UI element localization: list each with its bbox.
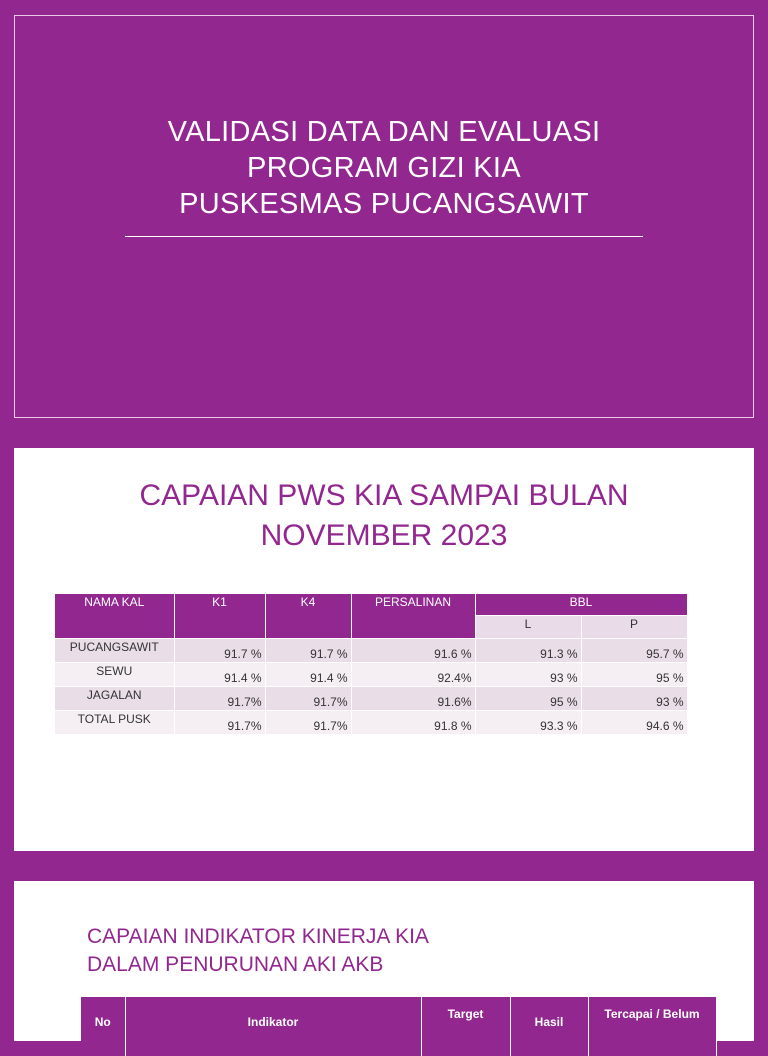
row-bbl-p: 95 % [581, 663, 687, 687]
header-indikator: Indikator [125, 997, 421, 1056]
row-k4: 91.4 % [265, 663, 351, 687]
title-line-2: PROGRAM GIZI KIA [247, 152, 521, 184]
header-nama-kal: NAMA KAL [55, 594, 174, 639]
header-hasil: Hasil [510, 997, 588, 1056]
header-k4: K4 [265, 594, 351, 639]
row-name: TOTAL PUSK [55, 711, 174, 735]
title-divider [125, 236, 643, 237]
title-slide-heading [15, 114, 753, 222]
header-bbl-l: L [475, 616, 581, 639]
table-row [55, 687, 687, 711]
header-k1: K1 [174, 594, 265, 639]
kinerja-kia-slide [14, 881, 754, 1041]
row-k1: 91.7 % [174, 639, 265, 663]
header-bbl: BBL [475, 594, 687, 616]
row-bbl-l: 95 % [475, 687, 581, 711]
header-bbl-p: P [581, 616, 687, 639]
row-bbl-p: 94.6 % [581, 711, 687, 735]
row-name: JAGALAN [55, 687, 174, 711]
row-bbl-p: 95.7 % [581, 639, 687, 663]
kinerja-table [81, 997, 717, 1056]
pws-kia-slide [14, 448, 754, 851]
row-k4: 91.7% [265, 711, 351, 735]
row-persalinan: 91.8 % [351, 711, 475, 735]
header-tercapai: Tercapai / Belum [588, 997, 716, 1056]
row-name: PUCANGSAWIT [55, 639, 174, 663]
header-no: No [81, 997, 125, 1056]
kinerja-title-line-1: CAPAIAN INDIKATOR KINERJA KIA [87, 925, 429, 948]
row-persalinan: 91.6% [351, 687, 475, 711]
table-row [55, 663, 687, 687]
row-bbl-l: 93 % [475, 663, 581, 687]
pws-kia-table [55, 594, 688, 735]
kinerja-heading [87, 923, 429, 979]
row-persalinan: 92.4% [351, 663, 475, 687]
title-slide [14, 15, 754, 418]
title-line-1: VALIDASI DATA DAN EVALUASI [167, 116, 601, 148]
table-row [55, 711, 687, 735]
row-name: SEWU [55, 663, 174, 687]
row-bbl-l: 91.3 % [475, 639, 581, 663]
row-bbl-l: 93.3 % [475, 711, 581, 735]
title-line-3: PUSKESMAS PUCANGSAWIT [179, 188, 589, 220]
row-bbl-p: 93 % [581, 687, 687, 711]
row-k4: 91.7 % [265, 639, 351, 663]
row-persalinan: 91.6 % [351, 639, 475, 663]
row-k4: 91.7% [265, 687, 351, 711]
pws-kia-heading [14, 476, 754, 556]
pws-title-line-1: CAPAIAN PWS KIA SAMPAI BULAN [139, 479, 629, 512]
row-k1: 91.7% [174, 687, 265, 711]
header-target: Target [421, 997, 510, 1056]
kinerja-title-line-2: DALAM PENURUNAN AKI AKB [87, 953, 384, 976]
table-row [55, 639, 687, 663]
pws-title-line-2: NOVEMBER 2023 [260, 519, 508, 552]
header-persalinan: PERSALINAN [351, 594, 475, 639]
row-k1: 91.7% [174, 711, 265, 735]
row-k1: 91.4 % [174, 663, 265, 687]
